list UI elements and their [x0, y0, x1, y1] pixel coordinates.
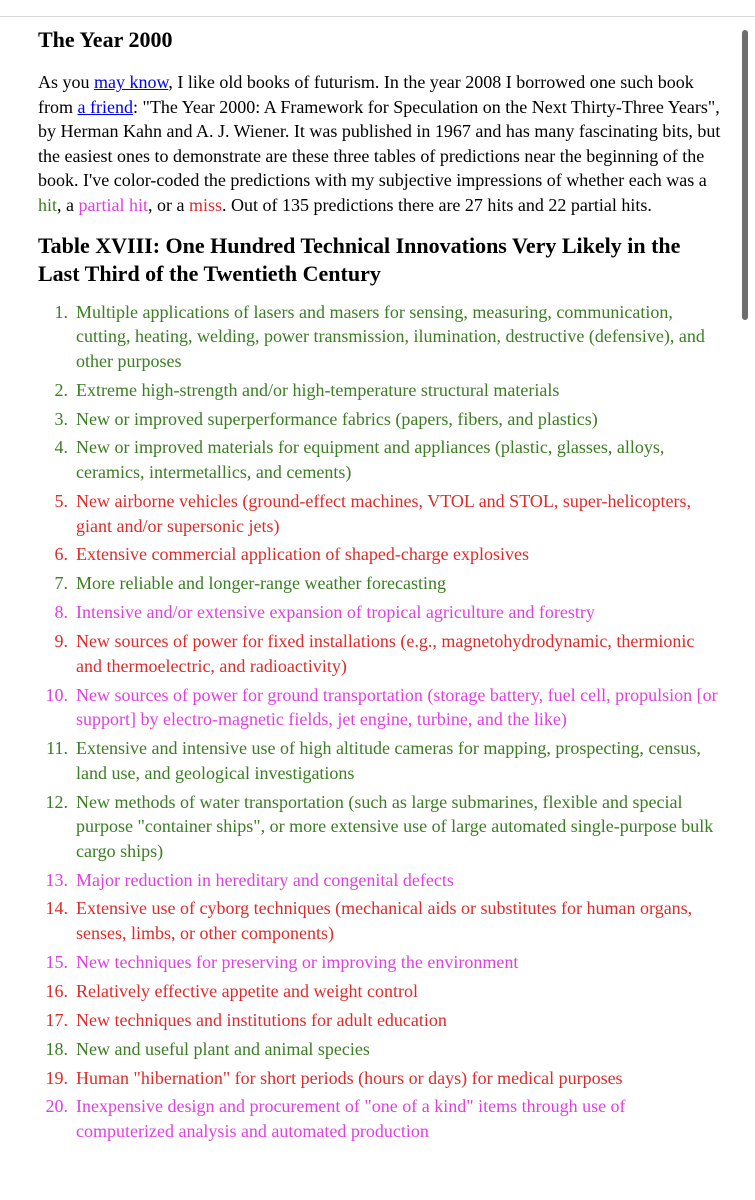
item-text: New techniques and institutions for adult education: [76, 1009, 447, 1030]
prediction-item: [38, 435, 722, 484]
prediction-item: [38, 950, 722, 975]
top-divider: [0, 16, 755, 17]
a-friend-link[interactable]: a friend: [77, 96, 133, 117]
item-text: Human "hibernation" for short periods (hours or days) for medical purposes: [76, 1067, 623, 1088]
prediction-item: [38, 868, 722, 893]
scrollbar[interactable]: [742, 30, 748, 320]
prediction-item: [38, 1037, 722, 1062]
intro-text: : "The Year 2000: A Framework for Speculation on the Next Thirty-Three Years", by Herman Kahn and A. J. Wiener. It was published in 1967 and has many fascinating bits, but the easiest ones to demonstrate are these three tables of predictions near the beginning of the book. I've color-coded the predictions with my subjective impressions of whether each was a: [38, 96, 721, 191]
intro-paragraph: [38, 70, 722, 218]
prediction-item: [38, 489, 722, 538]
prediction-item: [38, 896, 722, 945]
intro-text: , or a: [148, 194, 189, 215]
item-text: Relatively effective appetite and weight control: [76, 980, 419, 1001]
item-number: 6.: [54, 544, 68, 565]
item-text: Intensive and/or extensive expansion of tropical agriculture and forestry: [76, 602, 595, 623]
item-text: Major reduction in hereditary and congenital defects: [76, 869, 454, 890]
item-number: 5.: [54, 490, 68, 511]
item-text: More reliable and longer-range weather forecasting: [76, 573, 446, 594]
item-text: New sources of power for ground transportation (storage battery, fuel cell, propulsion [or support] by electro-magnetic fields, jet engine, turbine, and the like): [76, 684, 718, 730]
item-number: 9.: [54, 631, 68, 652]
prediction-item: [38, 571, 722, 596]
prediction-item: [38, 378, 722, 403]
item-text: New or improved materials for equipment and appliances (plastic, glasses, alloys, ceramics, intermetallics, and cements): [76, 437, 665, 483]
prediction-item: [38, 790, 722, 864]
item-number: 8.: [54, 602, 68, 623]
legend-miss: miss: [188, 194, 222, 215]
item-number: 20.: [45, 1096, 68, 1117]
legend-partial-hit: partial hit: [78, 194, 148, 215]
prediction-item: [38, 600, 722, 625]
item-text: New or improved superperformance fabrics (papers, fibers, and plastics): [76, 408, 598, 429]
legend-hit: hit: [38, 194, 58, 215]
item-number: 11.: [46, 738, 68, 759]
intro-text: , a: [57, 194, 79, 215]
prediction-item: [38, 1066, 722, 1091]
item-number: 14.: [45, 898, 68, 919]
item-text: New sources of power for fixed installations (e.g., magnetohydrodynamic, thermionic and thermoelectric, and radioactivity): [76, 631, 695, 676]
item-text: Extensive use of cyborg techniques (mechanical aids or substitutes for human organs, senses, limbs, or other components): [76, 898, 693, 944]
item-text: New and useful plant and animal species: [76, 1038, 370, 1059]
item-number: 16.: [45, 980, 68, 1001]
item-number: 10.: [45, 684, 68, 705]
prediction-item: [38, 1094, 722, 1143]
item-number: 13.: [45, 869, 68, 890]
item-number: 19.: [45, 1067, 68, 1088]
item-number: 3.: [54, 408, 68, 429]
item-text: Extensive and intensive use of high altitude cameras for mapping, prospecting, census, land use, and geological investigations: [76, 738, 701, 783]
item-text: Extreme high-strength and/or high-temperature structural materials: [76, 379, 560, 400]
item-number: 17.: [45, 1009, 68, 1030]
item-text: Extensive commercial application of shaped-charge explosives: [76, 544, 530, 565]
item-number: 2.: [54, 379, 68, 400]
item-number: 18.: [45, 1038, 68, 1059]
item-number: 15.: [45, 951, 68, 972]
intro-text: As you: [38, 72, 95, 92]
item-number: 4.: [54, 437, 68, 458]
prediction-item: [38, 683, 722, 732]
prediction-item: [38, 979, 722, 1004]
item-number: 7.: [54, 573, 68, 594]
may-know-link[interactable]: may know: [94, 72, 169, 92]
prediction-item: [38, 736, 722, 785]
page-title: The Year 2000: [38, 27, 173, 52]
article: [38, 26, 722, 1148]
item-text: New methods of water transportation (such as large submarines, flexible and special purpose "container ships", or more extensive use of large automated single-purpose bulk cargo ships): [76, 791, 714, 861]
table-heading: Table XVIII: One Hundred Technical Innovations Very Likely in the Last Third of the Twentieth Century: [38, 232, 681, 286]
predictions-list: [38, 300, 722, 1144]
item-text: Inexpensive design and procurement of "one of a kind" items through use of computerized analysis and automated production: [76, 1096, 626, 1142]
prediction-item: [38, 1008, 722, 1033]
item-number: 1.: [54, 301, 68, 322]
intro-text: . Out of 135 predictions there are 27 hits and 22 partial hits.: [222, 194, 652, 215]
item-text: New techniques for preserving or improving the environment: [76, 951, 519, 972]
intro-text: , I like old books of futurism. In the year 2008 I borrowed one such book from: [38, 72, 694, 117]
prediction-item: [38, 300, 722, 374]
item-text: New airborne vehicles (ground-effect machines, VTOL and STOL, super-helicopters, giant and/or supersonic jets): [76, 490, 691, 536]
prediction-item: [38, 629, 722, 678]
prediction-item: [38, 542, 722, 567]
prediction-item: [38, 407, 722, 432]
item-text: Multiple applications of lasers and masers for sensing, measuring, communication, cutting, heating, welding, power transmission, ilumination, destructive (defensive), and other purposes: [76, 301, 705, 371]
item-number: 12.: [45, 791, 68, 812]
